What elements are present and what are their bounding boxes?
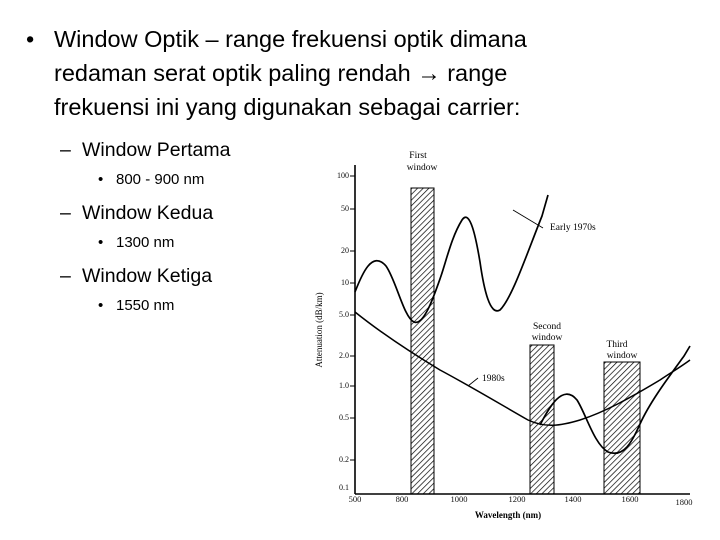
y-tick-label: 2.0 (339, 351, 349, 360)
x-tick-label: 1800 (675, 497, 693, 507)
y-tick-label: 0.1 (339, 483, 349, 492)
bullet-dot-icon: • (98, 234, 104, 251)
y-tick-label: 0.5 (339, 413, 349, 422)
y-tick-label: 10 (341, 278, 349, 287)
x-tick-label: 1400 (564, 494, 582, 504)
sub-bullet-label: Window Ketiga (82, 265, 213, 287)
bullet-dot-icon: • (98, 171, 104, 188)
dash-icon: – (60, 202, 71, 224)
x-tick-label: 1200 (508, 494, 526, 504)
second-window-label: window (531, 333, 563, 343)
second-window-label: Second (533, 322, 561, 332)
bullet-dot-icon: • (26, 26, 35, 52)
y-axis-title: Attenuation (dB/km) (314, 292, 324, 368)
first-window-band (411, 188, 434, 494)
detail-bullet-text: 800 - 900 nm (116, 171, 205, 188)
main-bullet-text: Window Optik – range frekuensi optik dimana redaman serat optik paling rendah → range frekuensi ini yang digunakan sebagai carrier: (54, 26, 527, 120)
early-label-leader (513, 210, 543, 228)
y-tick-label: 20 (341, 246, 349, 255)
detail-bullet-text: 1550 nm (116, 297, 175, 314)
third-window-label: window (606, 351, 638, 361)
attenuation-figure (305, 140, 715, 532)
third-window-label: Third (606, 340, 628, 350)
y-tick-label: 1.0 (339, 381, 349, 390)
bullet-dot-icon: • (98, 297, 104, 314)
first-window-label: First (409, 151, 427, 161)
1980s-label-leader (468, 378, 478, 386)
detail-bullet-text: 1300 nm (116, 234, 175, 251)
y-tick-label: 50 (341, 204, 349, 213)
y-tick-label: 5.0 (339, 310, 349, 319)
y-tick-label: 100 (337, 171, 349, 180)
dash-icon: – (60, 265, 71, 287)
sub-bullet-label: Window Pertama (82, 139, 231, 161)
y-tick-label: 0.2 (339, 455, 349, 464)
third-window-band (604, 362, 640, 494)
1980s-label: 1980s (482, 374, 505, 384)
x-tick-label: 1000 (450, 494, 468, 504)
x-tick-label: 800 (395, 494, 409, 504)
early-1970s-label: Early 1970s (550, 223, 596, 233)
x-tick-label: 1600 (621, 494, 639, 504)
dash-icon: – (60, 139, 71, 161)
sub-bullet-label: Window Kedua (82, 202, 214, 224)
x-axis-title: Wavelength (nm) (474, 510, 542, 520)
first-window-label: window (406, 163, 438, 173)
x-tick-label: 500 (348, 494, 362, 504)
